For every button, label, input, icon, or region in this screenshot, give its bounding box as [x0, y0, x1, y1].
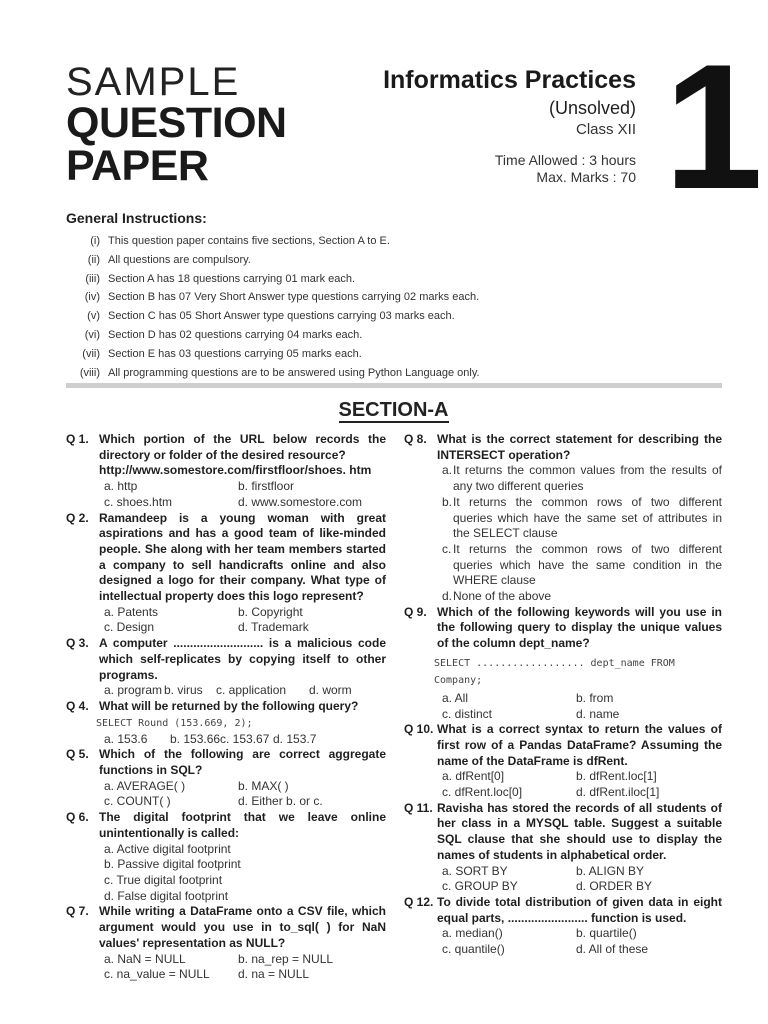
option: b. Copyright — [238, 604, 303, 619]
option: d. None of the above — [442, 589, 552, 604]
instructions-title: General Instructions: — [66, 210, 207, 226]
question-text: What is the correct statement for describing the INTERSECT operation? — [437, 432, 722, 462]
option: c. It returns the common rows of two different queries which have the same condition in the WHERE clause — [442, 541, 722, 588]
divider-bar — [66, 383, 722, 388]
option: b. ALIGN BY — [576, 863, 645, 878]
question-url: http://www.somestore.com/firstfloor/shoes. htm — [99, 463, 372, 478]
option: a. median() — [442, 926, 503, 941]
code-snippet: SELECT Round (153.669, 2); — [96, 717, 253, 729]
question-text: To divide total distribution of given data in eight equal parts, ........................ function is used. — [437, 894, 722, 925]
question-number: Q 5. — [66, 747, 89, 762]
option: b. dfRent.loc[1] — [576, 769, 657, 784]
paper-title — [66, 62, 287, 188]
option: c. dfRent.loc[0] — [442, 785, 523, 800]
option: d. 153.7 — [273, 731, 317, 746]
question-text: Ravisha has stored the records of all students of her class in a MYSQL table. Suggest a suitable SQL clause that she should use to display the names of students in alphabetical order. — [437, 800, 722, 862]
time-allowed: Time Allowed : 3 hours — [494, 152, 636, 168]
instruction-item: (v) Section C has 05 Short Answer type questions carrying 03 marks each. — [87, 310, 455, 323]
right-column — [404, 432, 722, 958]
paper-meta — [383, 64, 636, 186]
question-text: Which of the following keywords will you use in the following query to display the unique values of the column dept_name? — [437, 604, 722, 651]
question-text: A computer ........................... is a malicious code which self-replicates by copying itself to other programs. — [99, 636, 386, 682]
question-number: Q 2. — [66, 510, 89, 525]
question-text: The digital footprint that we leave online unintentionally is called: — [99, 810, 386, 840]
option: d. Trademark — [238, 620, 309, 635]
option: c. application — [216, 683, 287, 698]
question-number: Q 12. — [404, 894, 434, 909]
question-5 — [66, 747, 386, 810]
question-number: Q 3. — [66, 636, 89, 651]
option: a. It returns the common values from the results of any two different queries — [442, 463, 722, 494]
option: d. All of these — [576, 942, 649, 957]
question-text: Which of the following are correct aggregate functions in SQL? — [99, 747, 386, 778]
question-4 — [66, 699, 386, 747]
option: d. dfRent.iloc[1] — [576, 785, 660, 800]
question-7 — [66, 904, 386, 983]
option: a. http — [104, 479, 138, 494]
subject-name: Informatics Practices — [383, 66, 636, 94]
option: a. program — [104, 683, 163, 698]
option: b. MAX( ) — [238, 778, 289, 793]
question-text: While writing a DataFrame onto a CSV file, which argument would you use in to_sql( ) for NaN values' representation as NULL? — [99, 904, 386, 950]
instruction-item: (iii) Section A has 18 questions carrying 01 mark each. — [85, 272, 356, 285]
section-title: SECTION-A — [338, 399, 449, 421]
left-column — [66, 432, 386, 983]
question-text: Which portion of the URL below records the directory or folder of the desired resource? — [99, 432, 386, 462]
option: a. All — [442, 690, 469, 705]
option: b. quartile() — [576, 926, 637, 941]
question-number: Q 4. — [66, 698, 89, 713]
option: d. Either b. or c. — [238, 794, 323, 809]
option: b. na_rep = NULL — [238, 951, 334, 966]
question-text: Ramandeep is a young woman with great aspirations and has a good team of like-minded people. She along with her team members started a company to sell handicrafts online and also designed a logo for their company. What type of intellectual property does this logo represent? — [99, 510, 386, 604]
option: b. virus — [164, 683, 203, 698]
option: a. Active digital footprint — [104, 841, 231, 856]
option: d. na = NULL — [238, 967, 310, 982]
option: b. It returns the common rows of two different queries which have the same set of attributes in the SELECT clause — [442, 494, 722, 541]
option: a. 153.6 — [104, 731, 148, 746]
class-label: Class XII — [575, 121, 636, 138]
option: d. name — [576, 706, 620, 721]
paper-number: 1 — [664, 27, 763, 226]
option: d. www.somestore.com — [238, 494, 363, 509]
question-12 — [404, 895, 722, 958]
option: a. NaN = NULL — [104, 951, 186, 966]
instruction-item: (viii) All programming questions are to be answered using Python Language only. — [79, 366, 480, 379]
question-8 — [404, 432, 722, 605]
question-6 — [66, 810, 386, 904]
instruction-item: (vii) Section E has 03 questions carrying 05 marks each. — [82, 347, 362, 360]
option: d. False digital footprint — [104, 888, 229, 903]
option: c. 153.67 — [220, 731, 270, 746]
option: c. COUNT( ) — [104, 794, 171, 809]
question-number: Q 8. — [404, 432, 427, 446]
option: a. Patents — [104, 604, 159, 619]
question-number: Q 10. — [404, 722, 434, 737]
max-marks: Max. Marks : 70 — [536, 169, 636, 185]
question-number: Q 1. — [66, 432, 89, 446]
question-text: What is a correct syntax to return the values of first row of a Pandas DataFrame? Assuming the name of the DataFrame is dfRent. — [437, 722, 722, 768]
option: a. SORT BY — [442, 863, 508, 878]
question-text: What will be returned by the following query? — [99, 698, 359, 713]
title-line-paper: PAPER — [66, 142, 209, 190]
option: d. ORDER BY — [576, 879, 653, 894]
option: d. worm — [309, 683, 352, 698]
question-1 — [66, 432, 386, 511]
title-line-question: QUESTION — [66, 99, 287, 147]
instruction-item: (ii) All questions are compulsory. — [87, 253, 251, 266]
question-3 — [66, 636, 386, 699]
option: c. quantile() — [442, 942, 505, 957]
question-10 — [404, 722, 722, 801]
instruction-item: (vi) Section D has 02 questions carrying 04 marks each. — [84, 328, 363, 341]
option: c. na_value = NULL — [104, 967, 210, 982]
option: c. True digital footprint — [104, 872, 223, 887]
instruction-item: (i) This question paper contains five sections, Section A to E. — [90, 235, 390, 247]
instruction-item: (iv) Section B has 07 Very Short Answer type questions carrying 02 marks each. — [84, 291, 480, 304]
paper-type: (Unsolved) — [548, 98, 636, 118]
title-line-sample: SAMPLE — [66, 60, 241, 104]
question-11 — [404, 801, 722, 895]
option: b. firstfloor — [238, 479, 295, 494]
option: c. GROUP BY — [442, 879, 518, 894]
general-instructions — [66, 210, 726, 382]
option: a. dfRent[0] — [442, 769, 505, 784]
question-number: Q 6. — [66, 810, 89, 825]
question-9 — [404, 605, 722, 723]
question-number: Q 7. — [66, 904, 89, 919]
option: c. distinct — [442, 706, 493, 721]
option: b. Passive digital footprint — [104, 857, 241, 872]
question-number: Q 11. — [404, 800, 433, 815]
option: c. shoes.htm — [104, 494, 173, 509]
option: a. AVERAGE( ) — [104, 778, 186, 793]
option: b. 153.66 — [170, 731, 221, 746]
option: b. from — [576, 690, 614, 705]
code-snippet: SELECT .................. dept_name FROM Company; — [434, 657, 675, 686]
question-number: Q 9. — [404, 604, 427, 619]
question-2 — [66, 511, 386, 637]
option: c. Design — [104, 620, 155, 635]
